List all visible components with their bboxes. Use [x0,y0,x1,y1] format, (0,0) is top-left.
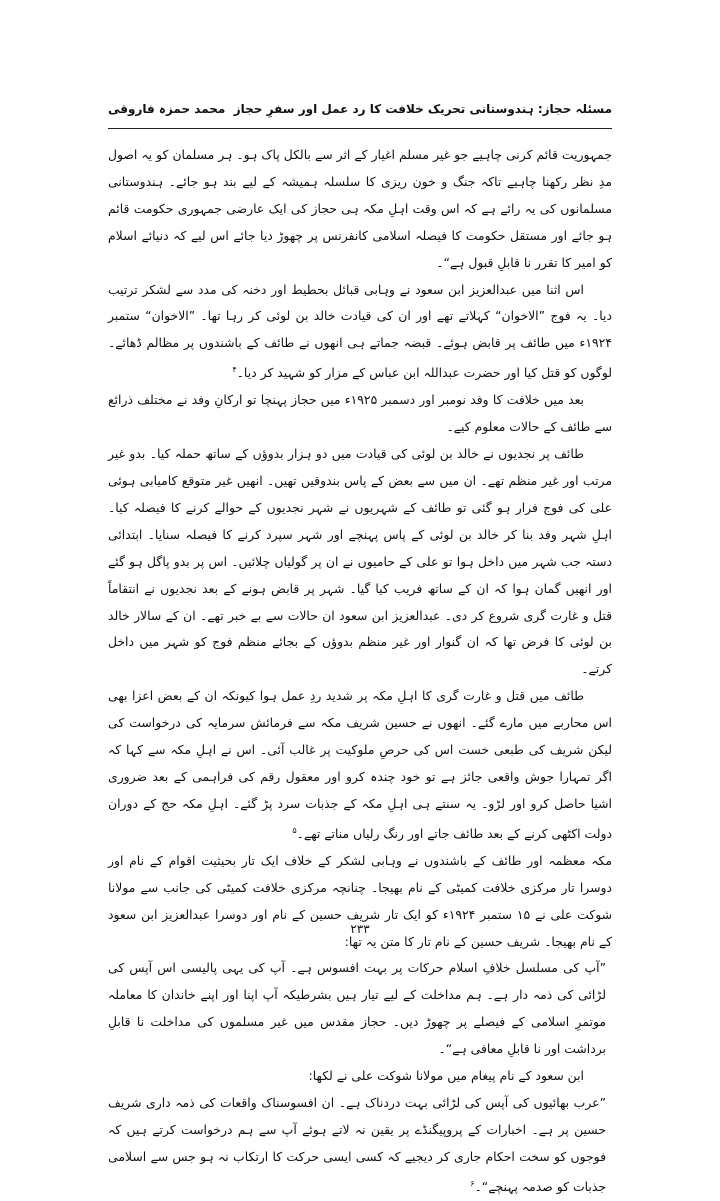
running-header [108,102,612,124]
paragraph: بعد میں خلافت کا وفد نومبر اور دسمبر ۱۹۲۵ء میں حجاز پہنچا تو ارکانِ وفد نے مختلف ذرائع سے طائف کے حالات معلوم کیے۔ [108,392,612,435]
paragraph [108,683,612,848]
page-number: ۲۳۳ [350,922,370,936]
footnote-marker: ۶ [470,1178,475,1188]
header-author: محمد حمزہ فاروقی [108,102,226,116]
quotation [108,1090,612,1201]
quotation: ”آپ کی مسلسل خلافِ اسلام حرکات پر بہت افسوس ہے۔ آپ کی یہی پالیسی اس آپس کی لڑائی کی ذمہ دار ہے۔ ہم مداخلت کے لیے تیار ہیں بشرطیکہ آپ اپنا اور اپنے خاندان کا معاملہ موتمرِ اسلامی کے فیصلے پر چھوڑ دیں۔ حجاز مقدس میں غیر مسلموں کی مداخلت نا قابلِ برداشت اور نا قابلِ معافی ہے“۔ [108,960,606,1057]
paragraph-text: طائف میں قتل و غارت گری کا اہلِ مکہ پر شدید ردِ عمل ہوا کیونکہ ان کے بعض اعزا بھی اس محاربے میں مارے گئے۔ انھوں نے حسین شریف مکہ سے فرمائش سرمایہ کی درخواست کی لیکن شریف کی طبعی خست اس کی حرصِ ملوکیت پر غالب آئی۔ اس نے اہلِ مکہ سے کہا کہ اگر تمہارا جوش واقعی جائز ہے تو خود چندہ کرو اور معقول رقم کی فراہمی کے بعد ضروری اشیا حاصل کرو اور لڑو۔ یہ سنتے ہی اہلِ مکہ کے جذبات سرد پڑ گئے۔ اہلِ مکہ حج کے دوران دولت اکٹھی کرنے کے بعد طائف جاتے اور رنگ رلیاں مناتے تھے۔ [108,688,612,841]
body-text [108,142,612,1201]
header-title: مسئلہ حجاز: ہندوستانی تحریک خلافت کا رد عمل اور سفرِ حجاز [233,102,612,116]
footnote-marker: ۵ [292,825,297,835]
paragraph: طائف پر نجدیوں نے خالد بن لوئی کی قیادت میں دو ہزار بدوؤں کے ساتھ حملہ کیا۔ بدو غیر مرتب اور غیر منظم تھے۔ ان میں سے بعض کے پاس بندوقیں تھیں۔ انھیں غیر متوقع کامیابی ہوئی علی کی فوج فرار ہو گئی تو طائف کے شہریوں نے شہر نجدیوں کے حوالے کرنے کا فیصلہ کیا۔ اہلِ شہر وفد بنا کر خالد بن لوئی کے پاس پہنچے اور شہر سپرد کرنے کا فیصلہ سنایا۔ ابتدائی دستہ جب شہر میں داخل ہوا تو علی کے حامیوں نے ان پر گولیاں چلائیں۔ اس پر بدو پاگل ہو گئے اور انھیں گمان ہوا کہ ان کے ساتھ فریب کیا گیا۔ شہر پر قابض ہونے کے بعد نجدیوں نے انتقاماً قتل و غارت گری شروع کر دی۔ عبدالعزیز ابن سعود ان حالات سے بے خبر تھے۔ ان کے سالار خالد بن لوئی کا فرض تھا کہ ان گنوار اور غیر منظم بدوؤں کے بجائے منظم فوج کو شہر میں داخل کرتے۔ [108,446,612,677]
footnote-marker: ۴ [232,365,237,375]
paragraph [108,277,612,388]
quotation-text: ”عرب بھائیوں کی آپس کی لڑائی بہت دردناک ہے۔ ان افسوسناک واقعات کی ذمہ داری شریف حسین پر ہے۔ اخبارات کے پروپیگنڈے پر یقین نہ لاتے ہوئے آپ سے ہم درخواست کرتے ہیں کہ فوجوں کو سخت احکام جاری کر دیجیے کہ کسی ایسی حرکت کا ارتکاب نہ ہو جس سے اسلامی جذبات کو صدمہ پہنچے“۔ [108,1094,606,1194]
paragraph: مکہ معظمہ اور طائف کے باشندوں نے وہابی لشکر کے خلاف ایک تار بحیثیت اقوام کے نام اور دوسرا تار مرکزی خلافت کمیٹی کے نام بھیجا۔ چنانچہ مرکزی خلافت کمیٹی کی جانب سے مولانا شوکت علی نے ۱۵ ستمبر ۱۹۲۴ء کو ایک تار شریف حسین کے نام اور دوسرا عبدالعزیز ابن سعود کے نام بھیجا۔ شریف حسین کے نام تار کا متن یہ تھا: [108,852,612,949]
header-rule [108,128,612,129]
paragraph-text: اس اثنا میں عبدالعزیز ابن سعود نے وہابی قبائل بحطیط اور دخنہ کی مدد سے لشکر ترتیب دیا۔ یہ فوج ”الاخوان“ کہلاتے تھے اور ان کی قیادت خالد بن لوئی کر رہا تھا۔ ”الاخوان“ ستمبر ۱۹۲۴ء میں طائف پر قابض ہوئے۔ قبضہ جماتے ہی انھوں نے طائف کے باشندوں پر مظالم ڈھائے۔ لوگوں کو قتل کیا اور حضرت عبداللہ ابن عباس کے مزار کو شہید کر دیا۔ [108,281,612,381]
paragraph: جمہوریت قائم کرنی چاہیے جو غیر مسلم اغیار کے اثر سے بالکل پاک ہو۔ ہر مسلمان کو یہ اصول مدِ نظر رکھنا چاہیے تاکہ جنگ و خون ریزی کا سلسلہ ہمیشہ کے لیے بند ہو جائے۔ ہندوستانی مسلمانوں کی یہ رائے ہے کہ اس وقت اہلِ مکہ ہی حجاز کی ایک عارضی جمہوری حکومت قائم ہو جائے اور مستقل حکومت کا فیصلہ اسلامی کانفرنس پر چھوڑ دیا جائے اس لیے کہ دنیائے اسلام کو امیر کا تقرر نا قابلِ قبول ہے“۔ [108,147,612,270]
paragraph: ابن سعود کے نام پیغام میں مولانا شوکت علی نے لکھا: [308,1068,584,1084]
